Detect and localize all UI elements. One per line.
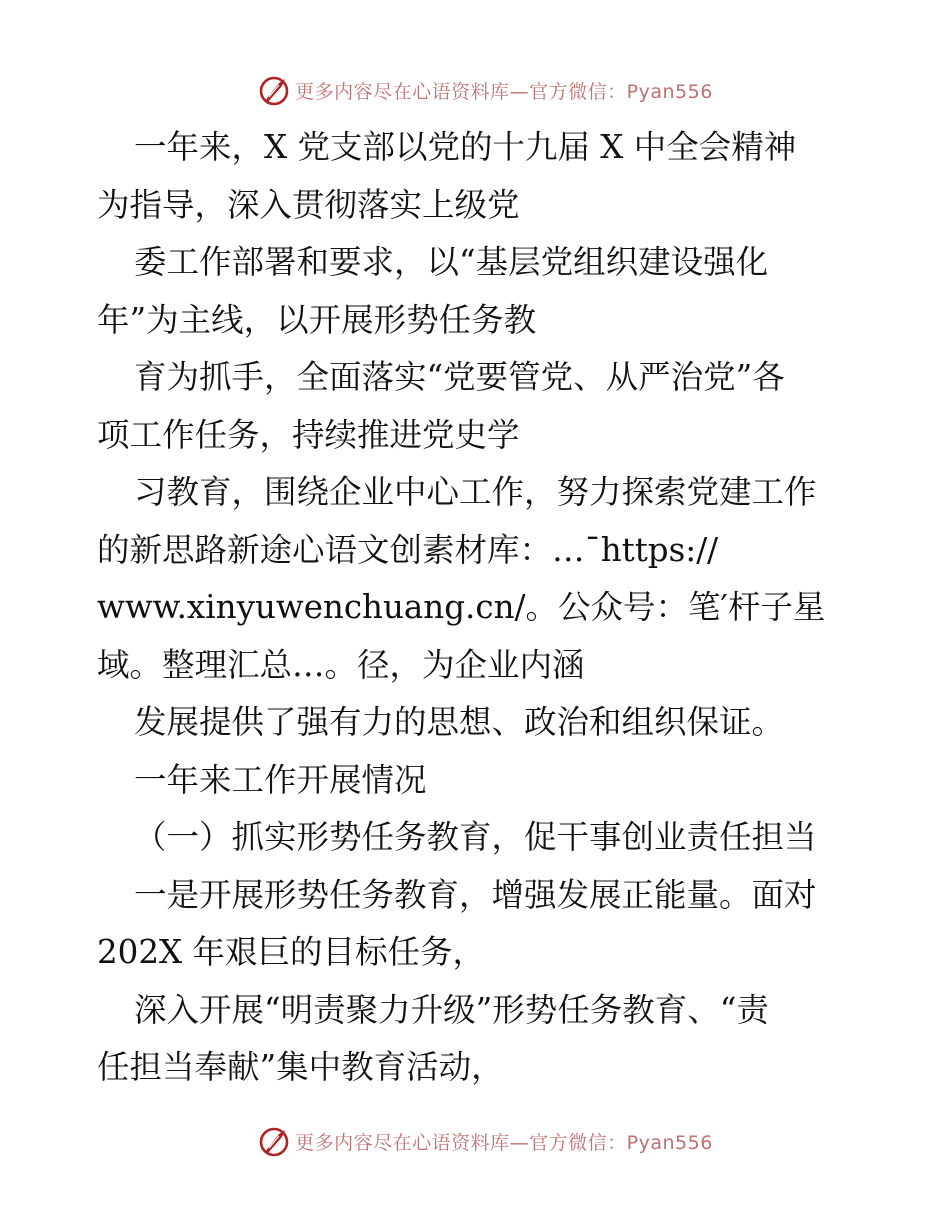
- text-line: 一是开展形势任务教育，增强发展正能量。面对: [134, 875, 817, 914]
- text-line: 深入开展“明责聚力升级”形势任务教育、“责: [134, 990, 769, 1029]
- red-quill-pen-circle-icon: [257, 73, 291, 107]
- text-line: 项工作任务，持续推进党史学: [97, 415, 520, 454]
- footer-banner: [0, 1121, 950, 1161]
- text-line: 任担当奉献”集中教育活动，: [97, 1048, 504, 1086]
- text-line: 发展提供了强有力的思想、政治和组织保证。: [134, 703, 785, 741]
- text-line: www.xinyuwenchuang.cn/。公众号：笔′杆子星: [97, 588, 826, 626]
- text-line: 一年来工作开展情况: [134, 760, 427, 799]
- text-line: 202X 年艰巨的目标任务，: [97, 933, 486, 971]
- text-line: 为指导，深入贯彻落实上级党: [97, 185, 520, 224]
- text-line: 育为抓手，全面落实“党要管党、从严治党”各: [134, 358, 785, 396]
- text-line: 委工作部署和要求，以“基层党组织建设强化: [134, 243, 769, 281]
- banner-text: 更多内容尽在心语资料库—官方微信：Pyan556: [295, 80, 713, 103]
- header-banner: [0, 70, 950, 110]
- red-quill-pen-circle-icon: [257, 1124, 291, 1158]
- banner-text: 更多内容尽在心语资料库—官方微信：Pyan556: [295, 1131, 713, 1154]
- text-line: （一）抓实形势任务教育，促干事创业责任担当: [134, 818, 817, 856]
- text-line: 习教育，围绕企业中心工作，努力探索党建工作: [134, 473, 817, 511]
- text-line: 一年来，X 党支部以党的十九届 X 中全会精神: [134, 128, 797, 166]
- text-line: 的新思路新途心语文创素材库：…¯https://: [97, 530, 719, 569]
- text-line: 域。整理汇总…。径，为企业内涵: [97, 645, 585, 684]
- text-line: 年”为主线，以开展形势任务教: [97, 300, 537, 339]
